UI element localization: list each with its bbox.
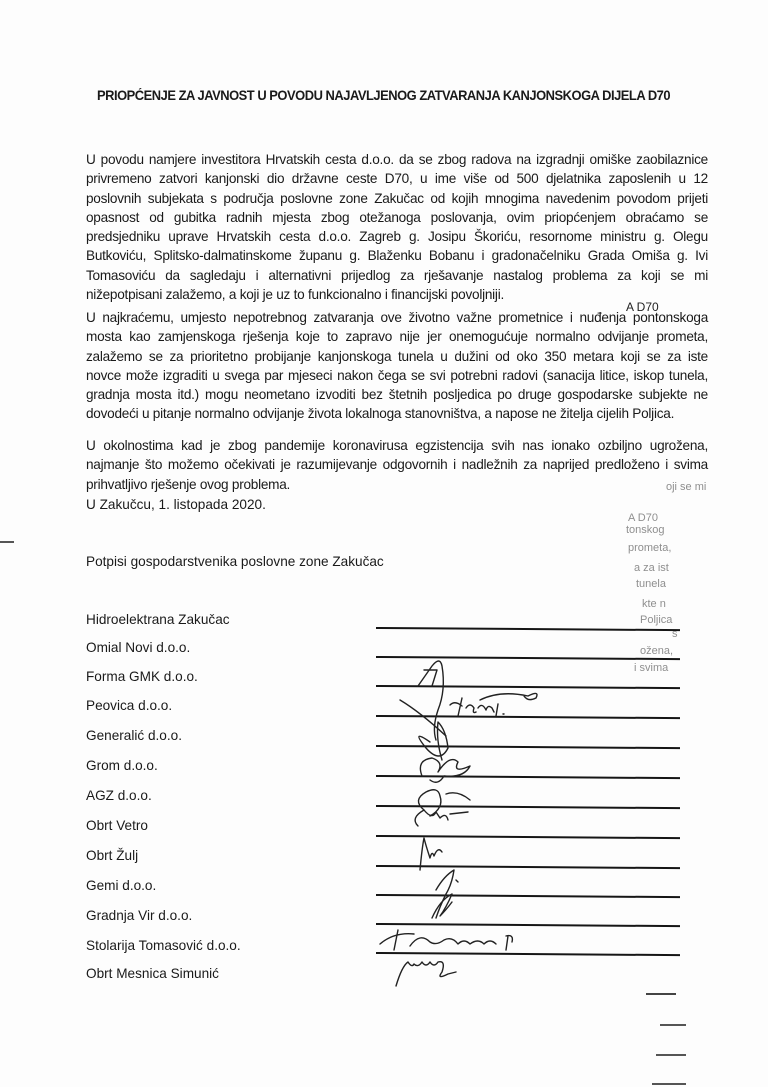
bleed-through-text: oji se mi: [666, 481, 707, 493]
paragraph-line: U povodu namjere investitora Hrvatskih cesta d.o.o. da se zbog radova na izgradnji omiške zaobilaznice: [86, 152, 708, 167]
signer-name: Gradnja Vir d.o.o.: [86, 908, 193, 923]
bleed-through-text: tonskog: [626, 524, 665, 536]
paragraph-line: privremeno zatvori kanjonski dio državne ceste D70, u ime više od 500 djelatnika zaposlenih u 12: [86, 171, 708, 187]
signature-grom: [420, 758, 470, 782]
signature-gradnja-vir: [432, 894, 452, 918]
bleed-through-text: tunela: [636, 578, 666, 590]
document-title: PRIOPĆENJE ZA JAVNOST U POVODU NAJAVLJENOG ZATVARANJA KANJONSKOGA DIJELA D70: [97, 88, 671, 103]
paragraph-line: nižepotpisani zalažemo, a koji je uz to funkcionalno i financijski povoljniji.: [86, 287, 505, 303]
signer-name: Gemi d.o.o.: [86, 878, 157, 893]
signature-line: [376, 775, 680, 779]
signer-name: Omial Novi d.o.o.: [86, 640, 191, 655]
signature-line: [376, 715, 680, 719]
signer-name: AGZ d.o.o.: [86, 788, 152, 803]
signature-line: [376, 627, 680, 631]
signature-line: [376, 745, 680, 749]
paragraph-line: poslovnih subjekata s područja poslovne zone Zakučac od kojih mnogima navedenim povodom prijeti: [86, 190, 708, 206]
paragraph-line: Tomasoviću da sagledaju i alternativni prijedlog za rješavanje nastalog problema za koji se mi: [86, 267, 708, 283]
bleed-through-text: kte n: [642, 598, 666, 610]
paragraph-proposal: [86, 308, 708, 424]
bleed-through-mark: [660, 1024, 686, 1026]
paragraph-line: gradnja mosta itd.) mogu neometano izvoditi bez štetnih posljedica po druge gospodarske subjekte ne: [86, 387, 708, 403]
paragraph-intro: [86, 150, 708, 304]
signer-name: Obrt Vetro: [86, 818, 148, 833]
paragraph-line: Butkoviću, Splitsko-dalmatinskome županu g. Blaženku Bobanu i gradonačelniku Grada Omiša g. Ivi: [86, 248, 708, 264]
paragraph-line: dovodeći u pitanje normalno odvijanje života lokalnoga stanovništva, a napose ne žitelja cijelih Poljica.: [86, 406, 675, 422]
bleed-through-mark: [656, 1054, 686, 1056]
signer-name: Forma GMK d.o.o.: [86, 669, 198, 684]
signer-name: Stolarija Tomasović d.o.o.: [86, 938, 241, 953]
bleed-through-text: a za ist: [634, 562, 669, 574]
signer-name: Obrt Mesnica Simunić: [86, 966, 219, 981]
bleed-through-text: A D70: [628, 512, 658, 524]
signature-line: [376, 952, 680, 956]
paragraph-line: novce može izgraditi u svega par mjeseci nakon čega se svi potrebni radovi (sanacija litice, iskop tunela,: [86, 367, 708, 383]
bleed-through-text: s: [672, 628, 678, 640]
signature-line: [376, 805, 680, 809]
paragraph-line: najmanje što možemo očekivati je razumijevanje odgovornih i nadležnih za naprijed predloženo i svima: [86, 457, 708, 473]
signer-name: Generalić d.o.o.: [86, 728, 182, 743]
paragraph-conclusion: [86, 436, 708, 494]
signature-line: [376, 656, 680, 660]
signature-forma-gmk: [418, 661, 443, 740]
bleed-through-mark: [652, 1083, 686, 1085]
signature-line: [376, 685, 680, 689]
signature-line: [376, 865, 680, 869]
paragraph-line: U najkraćemu, umjesto nepotrebnog zatvaranja ove životno važne prometnice i nuđenja pontonskoga: [86, 310, 708, 325]
scan-margin-mark: [0, 541, 14, 543]
paragraph-line: mosta kao zamjenskoga rješenja koje to zapravo nije jer onemogućuje normalno odvijanje prometa,: [86, 329, 708, 345]
signer-name: Grom d.o.o.: [86, 758, 158, 773]
signature-line: [376, 894, 680, 898]
signature-obrt-vetro: [415, 810, 468, 826]
signature-stolarija-tomasovic: [380, 930, 512, 950]
paragraph-line: zalažemo se za prioritetno probijanje kanjonskoga tunela u dužini od oko 350 metara koji se za iste: [86, 348, 708, 364]
paragraph-line: opasnost od gubitka radnih mjesta zbog otežanoga poslovanja, ovim priopćenjem obraćamo se: [86, 209, 708, 225]
date-line: U Zakučcu, 1. listopada 2020.: [86, 497, 266, 512]
signer-name: Hidroelektrana Zakučac: [86, 612, 230, 627]
bleed-through-text: ožena,: [640, 645, 674, 657]
paragraph-line: prihvatljivo rješenje ovog problema.: [86, 476, 291, 492]
signature-agz: [418, 790, 470, 816]
signatures-heading: Potpisi gospodarstvenika poslovne zone Zakučac: [86, 554, 384, 569]
bleed-through-text: prometa,: [628, 542, 672, 554]
bleed-through-text: Poljica: [640, 614, 673, 626]
signature-peovica: [450, 693, 537, 716]
bleed-through-text: i svima: [634, 662, 669, 674]
paragraph-line: U okolnostima kad je zbog pandemije koronavirusa egzistencija svih nas ionako ozbiljno ugrožena,: [86, 438, 708, 453]
bleed-through-corner-text: A D70: [626, 300, 659, 314]
paragraph-line: predsjedniku uprave Hrvatskih cesta d.o.o. Zagreb g. Josipu Škoriću, resornome ministru g. Olegu: [86, 229, 708, 245]
signature-mesnica-simunic: [396, 962, 456, 986]
signature-line: [376, 835, 680, 839]
signature-line: [376, 923, 680, 927]
signature-generalic: [419, 722, 448, 760]
signer-name: Obrt Žulj: [86, 848, 139, 863]
bleed-through-mark: [646, 993, 676, 995]
signer-name: Peovica d.o.o.: [86, 698, 173, 713]
